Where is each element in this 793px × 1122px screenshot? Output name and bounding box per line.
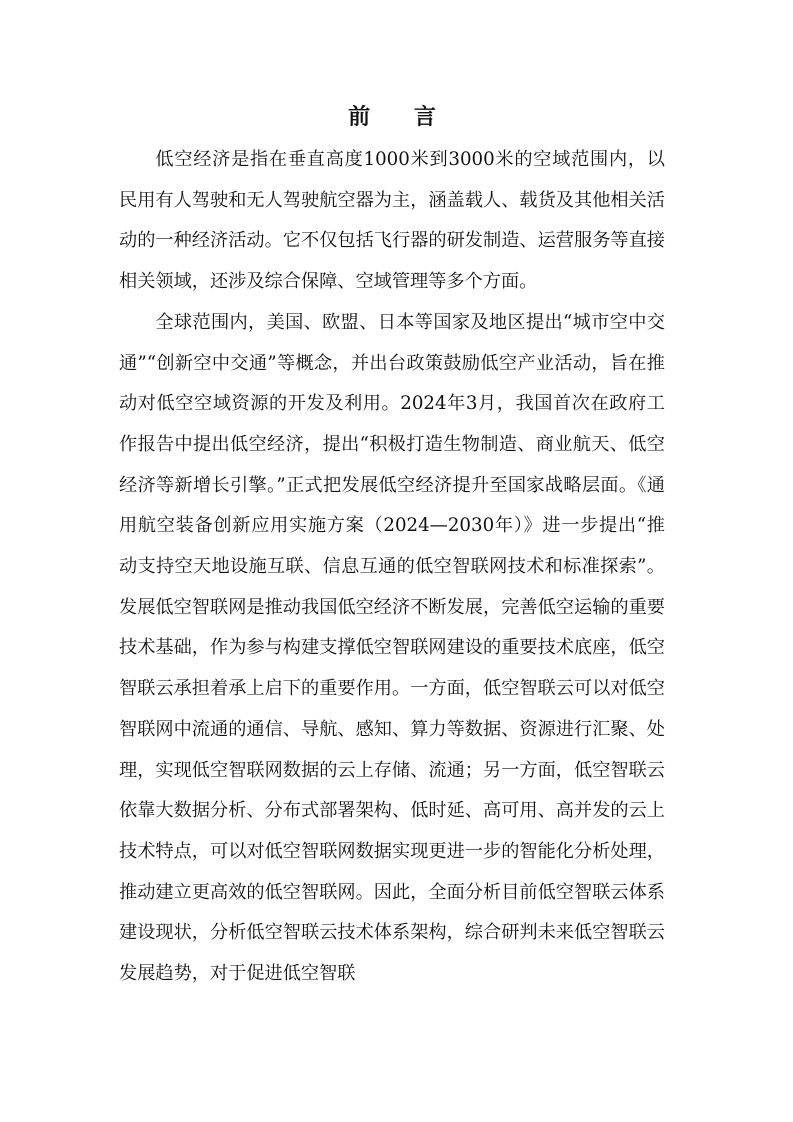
document-body — [119, 140, 665, 995]
page-title: 前 言 — [348, 104, 454, 130]
paragraph-1: 低空经济是指在垂直高度1000米到3000米的空域范围内，以民用有人驾驶和无人驾驶航空器为主，涵盖载人、载货及其他相关活动的一种经济活动。它不仅包括飞行器的研发制造、运营服务等直接相关领域，还涉及综合保障、空域管理等多个方面。 — [119, 149, 665, 293]
paragraph-2: 全球范围内，美国、欧盟、日本等国家及地区提出“城市空中交通”“创新空中交通”等概念，并出台政策鼓励低空产业活动，旨在推动对低空空域资源的开发及利用。2024年3月，我国首次在政府工作报告中提出低空经济，提出“积极打造生物制造、商业航天、低空经济等新增长引擎。”正式把发展低空经济提升至国家战略层面。《通用航空装备创新应用实施方案（2024—2030年）》进一步提出“推动支持空天地设施互联、信息互通的低空智联网技术和标准探索”。发展低空智联网是推动我国低空经济不断发展，完善低空运输的重要技术基础，作为参与构建支撑低空智联网建设的重要技术底座，低空智联云承担着承上启下的重要作用。一方面，低空智联云可以对低空智联网中流通的通信、导航、感知、算力等数据、资源进行汇聚、处理，实现低空智联网数据的云上存储、流通；另一方面，低空智联云依靠大数据分析、分布式部署架构、低时延、高可用、高并发的云上技术特点，可以对低空智联网数据实现更进一步的智能化分析处理，推动建立更高效的低空智联网。因此，全面分析目前低空智联云体系建设现状，分析低空智联云技术体系架构，综合研判未来低空智联云发展趋势，对于促进低空智联 — [119, 311, 665, 985]
